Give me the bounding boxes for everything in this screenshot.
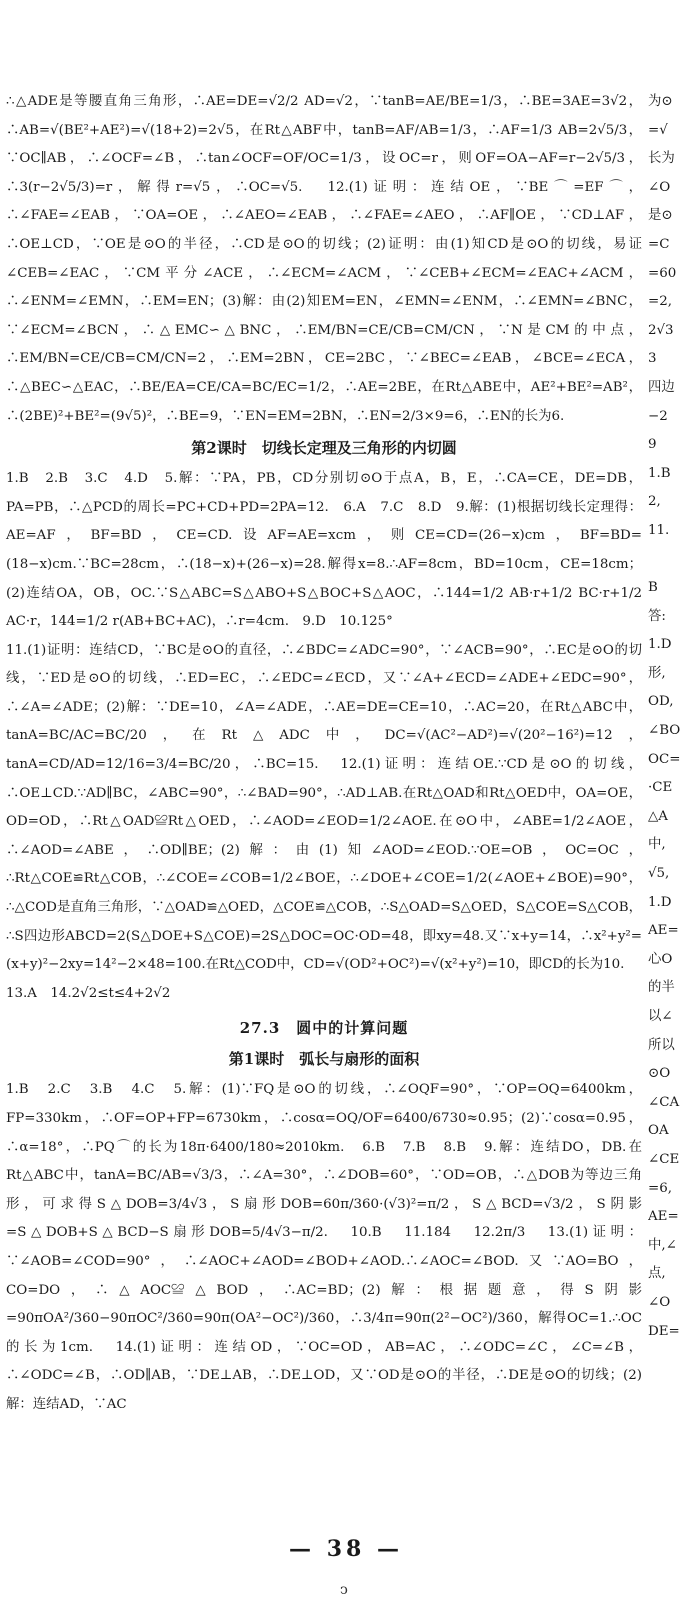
strip-line: ∠CA [648, 1094, 680, 1110]
strip-line: √5, [648, 866, 670, 882]
strip-line: 2, [648, 494, 661, 510]
strip-line: 形, [648, 665, 666, 681]
strip-line: ∠O [648, 179, 671, 195]
strip-line: 的半 [648, 980, 675, 996]
strip-line: ∠O [648, 1294, 671, 1310]
main-column [6, 88, 642, 1420]
strip-line: 9 [648, 437, 657, 453]
answer-paragraph-1: ∴△ADE是等腰直角三角形，∴AE=DE=√2/2 AD=√2，∵tanB=AE/BE=1/3，∴BE=3AE=3√2，∴AB=√(BE²+AE²)=√(18+2)=2√5，在Rt△ABF中，tanB=AF/AB=1/3，∴AF=1/3 AB=2√5/3，∵OC∥AB，∴∠OCF=∠B，∴tan∠OCF=OF/OC=1/3，设OC=r，则OF=OA−AF=r−2√5/3，∴3(r−2√5/3)=r，解得r=√5，∴OC=√5. 12.(1)证明：连结OE，∵BE⌒=EF⌒，∴∠FAE=∠EAB，∵OA=OE，∴∠AEO=∠EAB，∴∠FAE=∠AEO，∴AF∥OE，∵CD⊥AF，∴OE⊥CD，∵OE是⊙O的半径，∴CD是⊙O的切线；(2)证明：由(1)知CD是⊙O的切线，易证∠CEB=∠EAC，∵CM平分∠ACE，∴∠ECM=∠ACM，∵∠CEB+∠ECM=∠EAC+∠ACM，∴∠ENM=∠EMN，∴EM=EN；(3)解：由(2)知EM=EN，∠EMN=∠ENM，∴∠EMN=∠BNC，∵∠ECM=∠BCN，∴△EMC∽△BNC，∴EM/BN=CE/CB=CM/CN，∵N是CM的中点，∴EM/BN=CE/CB=CM/CN=2，∴EM=2BN，CE=2BC，∵∠BEC=∠EAB，∠BCE=∠ECA，∴△BEC∽△EAC，∴BE/EA=CE/CA=BC/EC=1/2，∴AE=2BE，在Rt△ABE中，AE²+BE²=AB²，∴(2BE)²+BE²=(9√5)²，∴BE=9，∵EN=EM=2BN，∴EN=2/3×9=6，∴EN的长为6. [6, 94, 642, 424]
strip-line: △A [648, 808, 668, 824]
answer-paragraph-3: 11.(1)证明：连结CD，∵BC是⊙O的直径，∴∠BDC=∠ADC=90°，∵∠ACB=90°，∴EC是⊙O的切线，∵ED是⊙O的切线，∴ED=EC，∴∠EDC=∠ECD，又∵∠A+∠ECD=∠ADE+∠EDC=90°，∴∠A=∠ADE；(2)解：∵DE=10，∠A=∠ADE，∴AE=DE=CE=10，∴AC=20，在Rt△ABC中，tanA=BC/AC=BC/20，在Rt△ADC中，DC=√(AC²−AD²)=√(20²−16²)=12，tanA=CD/AD=12/16=3/4=BC/20，∴BC=15. 12.(1)证明：连结OE.∵CD是⊙O的切线，∴OE⊥CD.∵AD∥BC，∠ABC=90°，∴∠BAD=90°，∴AD⊥AB.在Rt△OAD和Rt△OED中，OA=OE，OD=OD，∴Rt△OAD≌Rt△OED，∴∠AOD=∠EOD=1/2∠AOE.在⊙O中，∠ABE=1/2∠AOE，∴∠AOD=∠ABE，∴OD∥BE；(2)解：由(1)知∠AOD=∠EOD.∵OE=OB，OC=OC，∴Rt△COE≌Rt△COB，∴∠COE=∠COB=1/2∠BOE，∴∠DOE+∠COE=1/2(∠AOE+∠BOE)=90°，∴△COD是直角三角形，∵△OAD≌△OED，△COE≌△COB，∴S△OAD=S△OED，S△COE=S△COB，∴S四边形ABCD=2(S△DOE+S△COE)=2S△DOC=OC·OD=48，即xy=48.又∵x+y=14，∴x²+y²=(x+y)²−2xy=14²−2×48=100.在Rt△COD中，CD=√(OD²+OC²)=√(x²+y²)=10，即CD的长为10. [6, 642, 642, 973]
strip-line: AE= [648, 923, 679, 939]
strip-line: OD, [648, 694, 674, 710]
strip-line: 1.D [648, 637, 672, 653]
strip-line: 2√3 [648, 322, 674, 338]
adjacent-column-fragment [648, 88, 692, 1346]
strip-line: 心O [648, 951, 673, 967]
strip-line: =√ [648, 122, 668, 138]
strip-line: 1.B [648, 465, 671, 481]
strip-line: 以∠ [648, 1009, 673, 1024]
page-number: — 38 — [289, 1536, 403, 1562]
strip-line: =60 [648, 265, 677, 281]
answer-paragraph-2: 1.B 2.B 3.C 4.D 5.解：∵PA，PB，CD分别切⊙O于点A，B，E，∴CA=CE，DE=DB，PA=PB，∴△PCD的周长=PC+CD+PD=2PA=12. 6.A 7.C 8.D 9.解：(1)根据切线长定理得：AE=AF，BF=BD，CE=CD.设AF=AE=xcm，则CE=CD=(26−x)cm，BF=BD=(18−x)cm.∵BC=28cm，∴(18−x)+(26−x)=28.解得x=8.∴AF=8cm，BD=10cm，CE=18cm；(2)连结OA，OB，OC.∵S△ABC=S△ABO+S△BOC+S△AOC，∴144=1/2 AB·r+1/2 BC·r+1/2 AC·r，144=1/2 r(AB+BC+AC)，∴r=4cm. 9.D 10.125° [6, 471, 642, 630]
answer-paragraph-4: 13.A 14.2√2≤t≤4+2√2 [6, 985, 171, 1001]
strip-line: 答: [648, 608, 666, 624]
strip-line: OC= [648, 751, 681, 767]
strip-line: 点, [648, 1266, 666, 1282]
strip-line: 11. [648, 522, 670, 538]
strip-line: AE= [648, 1209, 679, 1225]
lesson-heading-tangent-length: 第2课时 切线长定理及三角形的内切圆 [191, 439, 457, 458]
corner-mark: ↄ [340, 1582, 348, 1598]
strip-line: 长为 [648, 151, 675, 167]
lesson-heading-arc-length: 第1课时 弧长与扇形的面积 [228, 1050, 420, 1069]
section-heading-circle-calculation: 27.3 圆中的计算问题 [239, 1019, 409, 1038]
strip-line: ⊙O [648, 1066, 671, 1082]
strip-line: DE= [648, 1323, 680, 1339]
strip-line: 3 [648, 351, 657, 367]
strip-line: ∠BO [648, 723, 681, 739]
strip-line: 中,∠ [648, 1237, 677, 1253]
strip-line: ·CE [648, 780, 673, 796]
strip-line: ∠CE [648, 1151, 680, 1167]
strip-line: 中, [648, 837, 666, 853]
strip-line: 是⊙ [648, 208, 673, 224]
strip-line: =C [648, 236, 670, 252]
strip-line: =2, [648, 294, 672, 310]
strip-line: 1.D [648, 894, 672, 910]
strip-line: B [648, 580, 658, 596]
strip-line: OA [648, 1123, 669, 1139]
strip-line: =6, [648, 1180, 672, 1196]
strip-line: 为⊙ [648, 94, 673, 109]
strip-line: 四边 [648, 379, 675, 395]
strip-line: 所以 [648, 1037, 675, 1053]
answer-paragraph-5: 1.B 2.C 3.B 4.C 5.解：(1)∵FQ是⊙O的切线，∴∠OQF=90°，∵OP=OQ=6400km，FP=330km，∴OF=OP+FP=6730km，∴cosα=OQ/OF=6400/6730≈0.95；(2)∵cosα=0.95，∴α=18°，∴PQ⌒的长为18π·6400/180≈2010km. 6.B 7.B 8.B 9.解：连结DO，DB.在Rt△ABC中，tanA=BC/AB=√3/3，∴∠A=30°，∴∠DOB=60°，∵OD=OB，∴△DOB为等边三角形，可求得S△DOB=3/4√3，S扇形DOB=60π/360·(√3)²=π/2，S△BCD=√3/2，S阴影=S△DOB+S△BCD−S扇形DOB=5/4√3−π/2. 10.B 11.184 12.2π/3 13.(1)证明：∵∠AOB=∠COD=90°，∴∠AOC+∠AOD=∠BOD+∠AOD.∴∠AOC=∠BOD.又∵AO=BO，CO=DO，∴△AOC≌△BOD，∴AC=BD；(2)解：根据题意，得S阴影=90πOA²/360−90πOC²/360=90π(OA²−OC²)/360，∴3/4π=90π(2²−OC²)/360，解得OC=1.∴OC的长为1cm. 14.(1)证明：连结OD，∵OC=OD，AB=AC，∴∠ODC=∠C，∠C=∠B，∴∠ODC=∠B，∴OD∥AB，∵DE⊥AB，∴DE⊥OD，又∵OD是⊙O的半径，∴DE是⊙O的切线；(2)解：连结AD，∵AC [6, 1082, 642, 1412]
strip-line [648, 546, 692, 575]
strip-line: −2 [648, 408, 668, 424]
